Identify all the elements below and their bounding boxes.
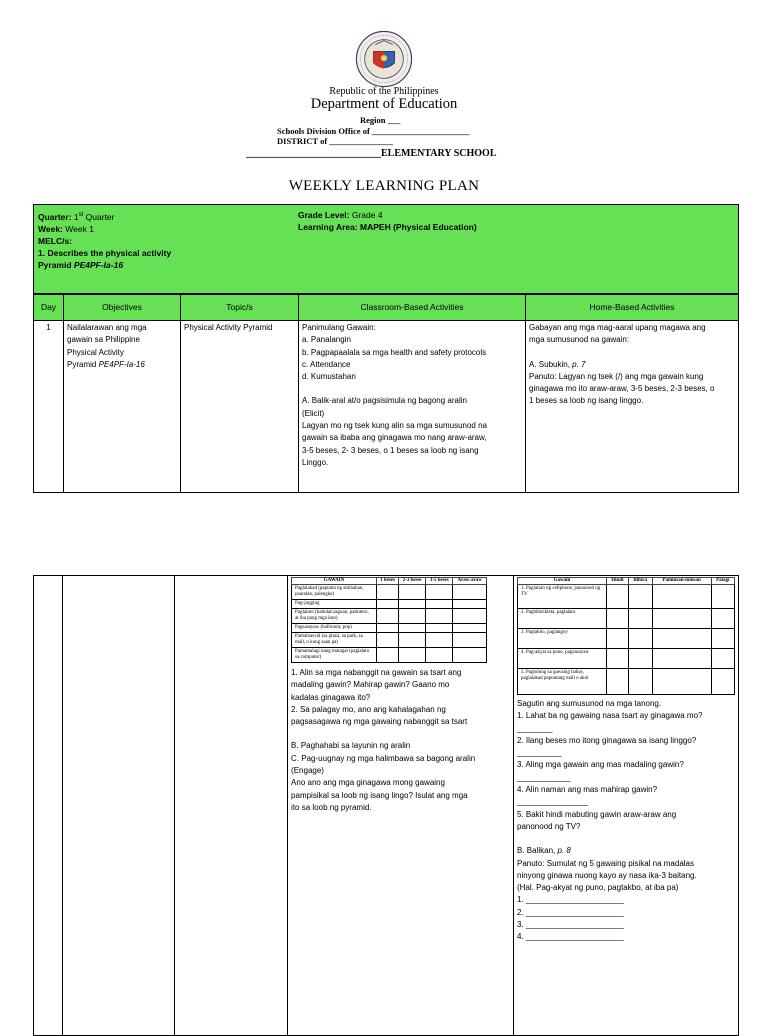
mini-table-row: Pamamalagi nang matagal (paglalaro sa computer) (292, 648, 487, 663)
day-cell: 1 (34, 321, 64, 493)
table-row (34, 576, 739, 1036)
home-activities-cell: Gawain Hindi Bihira Paminsan-minsan Palagi 1. Paglalaro ng cellphone, panonood ng TV 2. Pagbibisikleta, paglalaro 3. Pagtakbo, paglangoy 4. Pag-akyat sa puno, pagsasayaw 5. Pagtulong sa gawaing bahay, paglalakad papuntang mall o akol Sagutin ang sumusunod na mga tanong. 1. Lahat ba ng gawaing nasa tsart ay ginagawa mo? ________ 2. Ilang beses mo itong ginagawa sa isang linggo? __________ 3. Aling mga gawain ang mas madaling gawin? ____________ 4. Alin naman ang mas mahirap gawin? ________________ 5. Bakit hindi mabuting gawin araw-araw ang panonood ng TV? B. Balikan, p. 8 Panuto: Sumulat ng 5 gawaing pisikal na madalas ninyong ginawa nuong kayo ay nasa ika-3 baitang. (Hal. Pag-akyat ng puno, pagtakbo, at iba pa) 1. ______________________ 2. ______________________ 3. ______________________ 4. ______________________ (514, 576, 739, 1036)
mini-table-row: 2. Pagbibisikleta, paglalaro (518, 609, 735, 629)
district-line: DISTRICT of _______________ (277, 136, 394, 146)
mini-table-row: Paglalakad (papunta ng simbahan, paaralan, palengke) (292, 585, 487, 600)
header-topics: Topic/s (181, 295, 299, 321)
lesson-info-box (33, 204, 739, 294)
table-row (34, 321, 739, 493)
quarter-line: Quarter: 1st Quarter (38, 211, 115, 222)
mini-table-header: Gawain Hindi Bihira Paminsan-minsan Palagi (518, 578, 735, 585)
mini-table-row: Pamamasyal (sa plaza, sa park, sa mall, o kung saan pa) (292, 633, 487, 648)
header-objectives: Objectives (64, 295, 181, 321)
objectives-cell (62, 576, 174, 1036)
activity-checklist-table (291, 577, 487, 663)
division-line: Schools Division Office of _______________________ (277, 126, 470, 136)
region-line: Region ___ (360, 115, 401, 125)
mini-table-row: 3. Pagtakbo, paglangoy (518, 629, 735, 649)
topic-cell (175, 576, 288, 1036)
topic-cell: Physical Activity Pyramid (181, 321, 299, 493)
weekly-plan-table-continued (33, 575, 739, 1036)
mini-table-row: Pag-jogging (292, 600, 487, 609)
mini-table-row: Pagsasayaw (ballroom, pop) (292, 624, 487, 633)
grade-level-line: Grade Level: Grade 4 (298, 210, 383, 220)
header-home-activities: Home-Based Activities (526, 295, 739, 321)
header-classroom-activities: Classroom-Based Activities (299, 295, 526, 321)
learning-area-line: Learning Area: MAPEH (Physical Education) (298, 222, 477, 232)
classroom-activities-cell: Panimulang Gawain: a. Panalangin b. Pagpapaalala sa mga health and safety protocols c. Attendance d. Kumustahan A. Balik-aral at/o pagsisimula ng bagong aralin (Elicit) Lagyan mo ng tsek kung alin sa mga sumusunod na gawain sa ibaba ang ginagawa mo nang araw-araw, 3-5 beses, 2- 3 beses, o 1 beses sa loob ng isang Linggo. (299, 321, 526, 493)
home-activities-cell: Gabayan ang mga mag-aaral upang magawa ang mga sumusunod na gawain: A. Subukin, p. 7 Panuto: Lagyan ng tsek (/) ang mga gawain kung ginagawa mo ito araw-araw, 3-5 beses, 2-3 beses, o 1 beses sa loob ng isang linggo. (526, 321, 739, 493)
mini-table-row: Paglalaro (habulan,taguan, patintero, at iba pang mga laro) (292, 609, 487, 624)
objectives-cell: Nailalarawan ang mga gawain sa Philippine Physical Activity Pyramid PE4PF-Ia-16 (64, 321, 181, 493)
mini-table-header: GAWAIN 1 beses 2-3 beses 3-5 beses Araw-araw (292, 578, 487, 585)
deped-seal-logo (355, 30, 413, 88)
department-name: Department of Education (310, 96, 458, 112)
melcs-label: MELC/s: (38, 235, 72, 246)
mini-table-row: 1. Paglalaro ng cellphone, panonood ng TV (518, 585, 735, 609)
mini-table-row: 5. Pagtulong sa gawaing bahay, paglalakad papuntang mall o akol (518, 669, 735, 695)
week-line: Week: Week 1 (38, 223, 94, 234)
page-title: WEEKLY LEARNING PLAN (288, 178, 480, 194)
info-left-column (38, 209, 171, 271)
header-day: Day (34, 295, 64, 321)
classroom-activities-cell: GAWAIN 1 beses 2-3 beses 3-5 beses Araw-araw Paglalakad (papunta ng simbahan, paaralan, palengke) Pag-jogging Paglalaro (habulan,taguan, patintero, at iba pang mga laro) Pagsasayaw (ballroom, pop) Pamamasyal (sa plaza, sa park, sa mall, o kung saan pa) Pamamalagi nang matagal (paglalaro sa computer) 1. Alin sa mga nabanggit na gawain sa tsart ang madaling gawin? Mahirap gawin? Gaano mo kadalas ginagawa ito? 2. Sa palagay mo, ano ang kahalagahan ng pagsasagawa ng mga gawaing nabanggit sa tsart B. Paghahabi sa layunin ng aralin C. Pag-uugnay ng mga halimbawa sa bagong aralin (Engage) Ano ano ang mga ginagawa mong gawaing pampisikal sa loob ng isang lingo? Isulat ang mga ito sa loob ng pyramid. (288, 576, 514, 1036)
mini-table-row: 4. Pag-akyat sa puno, pagsasayaw (518, 649, 735, 669)
activity-frequency-table (517, 577, 735, 695)
day-cell (34, 576, 63, 1036)
table-header-row (34, 295, 739, 321)
info-right-column (298, 209, 477, 233)
republic-line: Republic of the Philippines (329, 86, 439, 97)
melc-text-2: Pyramid PE4PF-Ia-16 (38, 259, 124, 270)
melc-text: 1. Describes the physical activity (38, 247, 172, 258)
school-line: ___________________________ELEMENTARY SCHOOL (246, 148, 497, 159)
weekly-plan-table (33, 294, 739, 493)
